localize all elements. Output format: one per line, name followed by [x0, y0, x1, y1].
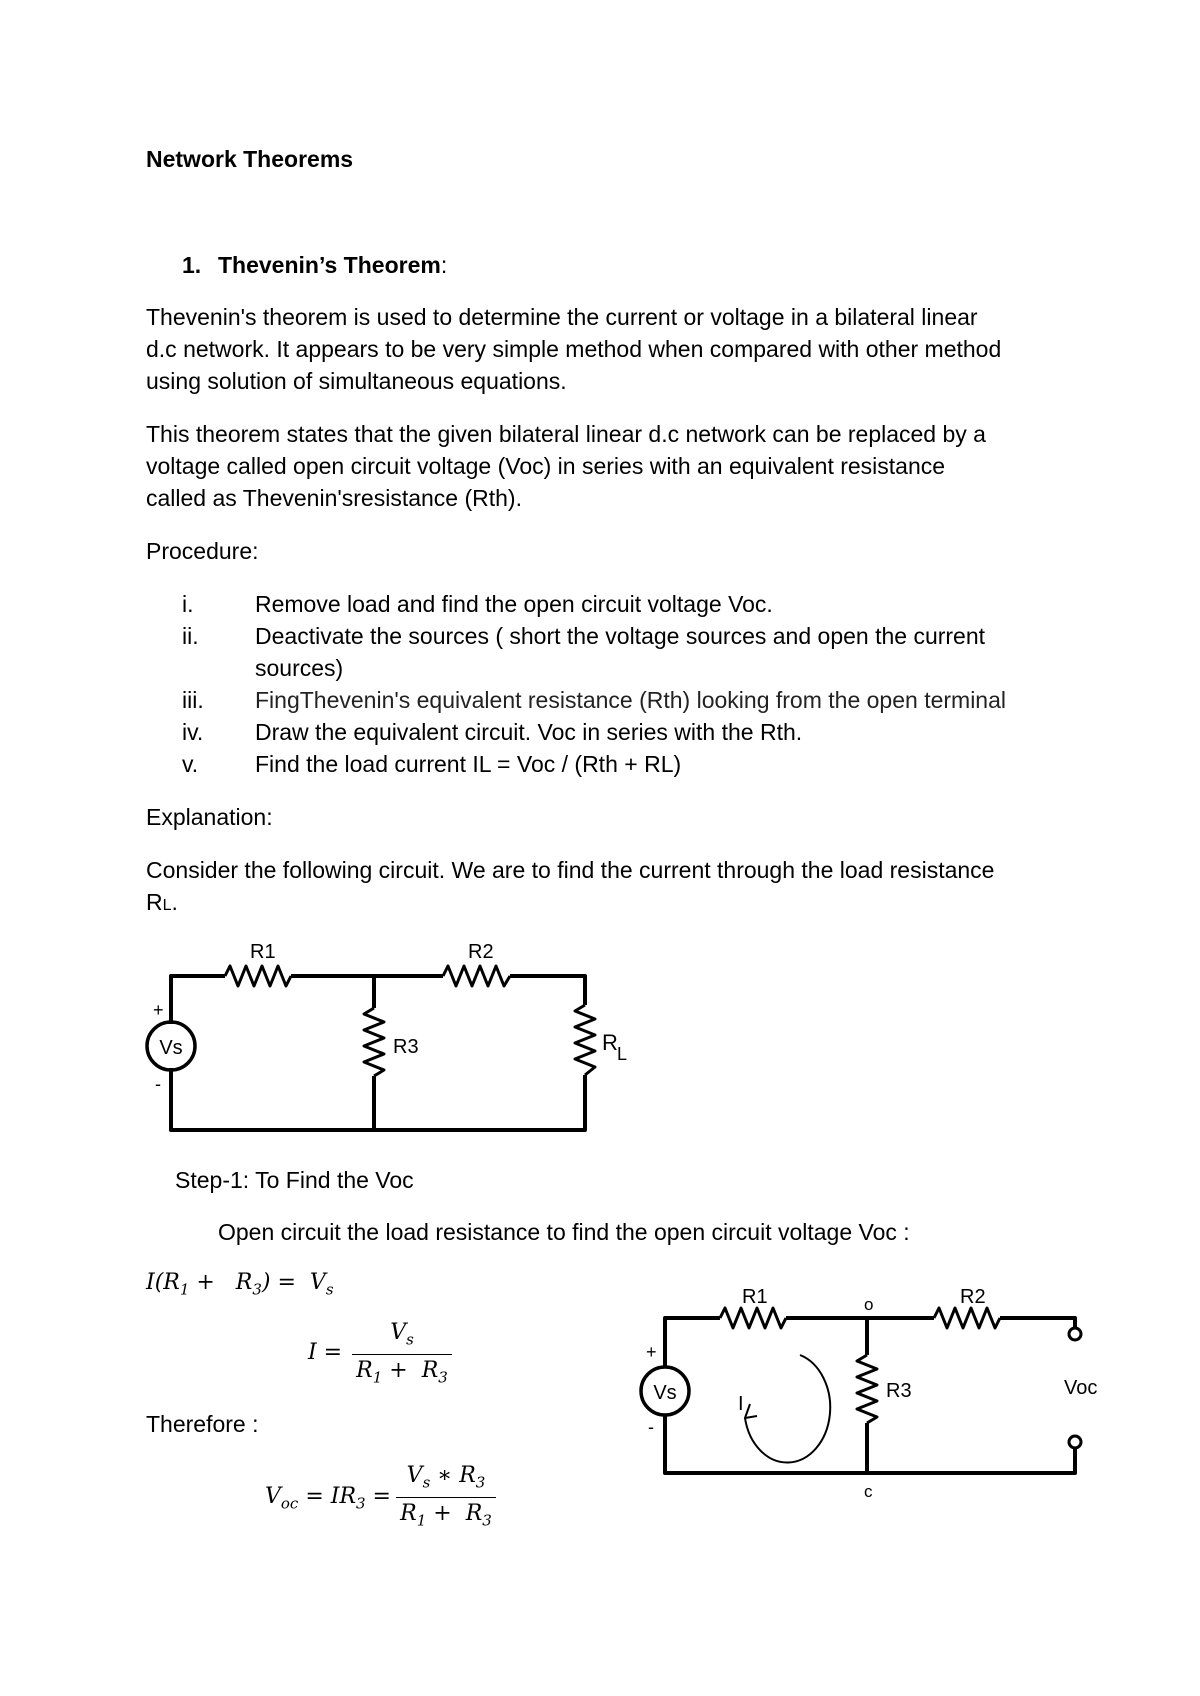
step-number: iii.	[182, 687, 204, 713]
equation-voc-lhs: 𝑉$_{𝑜𝑐}$ = 𝐼𝑅$_3$ =	[265, 1484, 391, 1513]
minus-sign: -	[155, 1074, 161, 1094]
section-title: Thevenin’s Theorem	[218, 252, 441, 278]
step-text: FingThevenin's equivalent resistance (Rth) looking from the open terminal	[255, 687, 1006, 713]
equation-loop: 𝐼(𝑅$_1$ + 𝑅$_3$) = 𝑉$_𝑠$	[146, 1270, 334, 1299]
rl-label-main: R	[602, 1030, 618, 1055]
r3-label: R3	[393, 1036, 419, 1058]
plus-sign: +	[153, 1000, 164, 1020]
para1-line-3: using solution of simultaneous equations.	[146, 368, 567, 394]
step-number: v.	[182, 751, 199, 777]
equation-current-lhs: 𝐼 =	[308, 1340, 343, 1365]
para1-line-1: Thevenin's theorem is used to determine the current or voltage in a bilateral linear	[146, 304, 978, 330]
rl-end: .	[171, 889, 178, 915]
para2-line-1: This theorem states that the given bilateral linear d.c network can be replaced by a	[146, 421, 986, 447]
terminal-bottom	[1069, 1436, 1081, 1448]
r1-label: R1	[250, 941, 276, 963]
page-title: Network Theorems	[146, 146, 354, 172]
node-o-label: o	[864, 1295, 874, 1314]
procedure-label: Procedure:	[146, 538, 259, 564]
voc-label: Voc	[1064, 1377, 1098, 1399]
r3-label-2: R3	[886, 1380, 912, 1402]
explanation-text: Consider the following circuit. We are to find the current through the load resistance	[146, 857, 995, 883]
source-label: Vs	[159, 1037, 183, 1059]
minus-sign-2: -	[648, 1417, 654, 1437]
node-c-label: c	[864, 1482, 873, 1501]
arrow-head	[745, 1404, 757, 1418]
r3-resistor-2	[857, 1355, 877, 1423]
equation-voc-fraction: 𝑉$_𝑠$ ∗ 𝑅$_3$ 𝑅$_1$ + 𝑅$_3$	[396, 1461, 496, 1537]
wire2-top-right	[1000, 1318, 1075, 1328]
plus-sign-2: +	[646, 1342, 657, 1362]
terminal-top	[1069, 1328, 1081, 1340]
step-number: iv.	[182, 719, 204, 745]
section-number: 1.	[182, 252, 202, 278]
step-number: ii.	[182, 623, 199, 649]
r2-label-2: R2	[960, 1286, 986, 1308]
step1-title: Step-1: To Find the Voc	[175, 1167, 414, 1193]
para2-line-3: called as Thevenin'sresistance (Rth).	[146, 485, 522, 511]
wire2-top-left	[665, 1318, 720, 1368]
rl-label-sub: L	[617, 1044, 628, 1064]
source-label-2: Vs	[653, 1382, 677, 1404]
loop-current-arrow	[745, 1355, 830, 1463]
step-text: Remove load and find the open circuit voltage Voc.	[255, 591, 773, 617]
therefore-label: Therefore :	[146, 1411, 259, 1437]
step-number: i.	[182, 591, 194, 617]
r1-resistor-2	[720, 1308, 786, 1328]
step-text: Deactivate the sources ( short the voltage sources and open the current	[255, 623, 986, 649]
para2-line-2: voltage called open circuit voltage (Voc) in series with an equivalent resistance	[146, 453, 946, 479]
r2-label: R2	[468, 941, 494, 963]
current-label: I	[738, 1393, 744, 1415]
step-text: Draw the equivalent circuit. Voc in series with the Rth.	[255, 719, 803, 745]
step-text: Find the load current IL = Voc / (Rth + RL)	[255, 751, 682, 777]
rl-sub: L	[162, 897, 172, 914]
section-colon: :	[440, 252, 448, 278]
step1-text: Open circuit the load resistance to find the open circuit voltage Voc :	[218, 1219, 910, 1245]
equation-current-fraction: 𝑉$_𝑠$ 𝑅$_1$ + 𝑅$_3$	[352, 1318, 452, 1394]
explanation-label: Explanation:	[146, 804, 273, 830]
step-text-continued: sources)	[255, 655, 344, 681]
para1-line-2: d.c network. It appears to be very simple method when compared with other method	[146, 336, 1002, 362]
rl-main: R	[146, 889, 163, 915]
r2-resistor-2	[934, 1308, 1000, 1328]
r1-label-2: R1	[742, 1286, 768, 1308]
